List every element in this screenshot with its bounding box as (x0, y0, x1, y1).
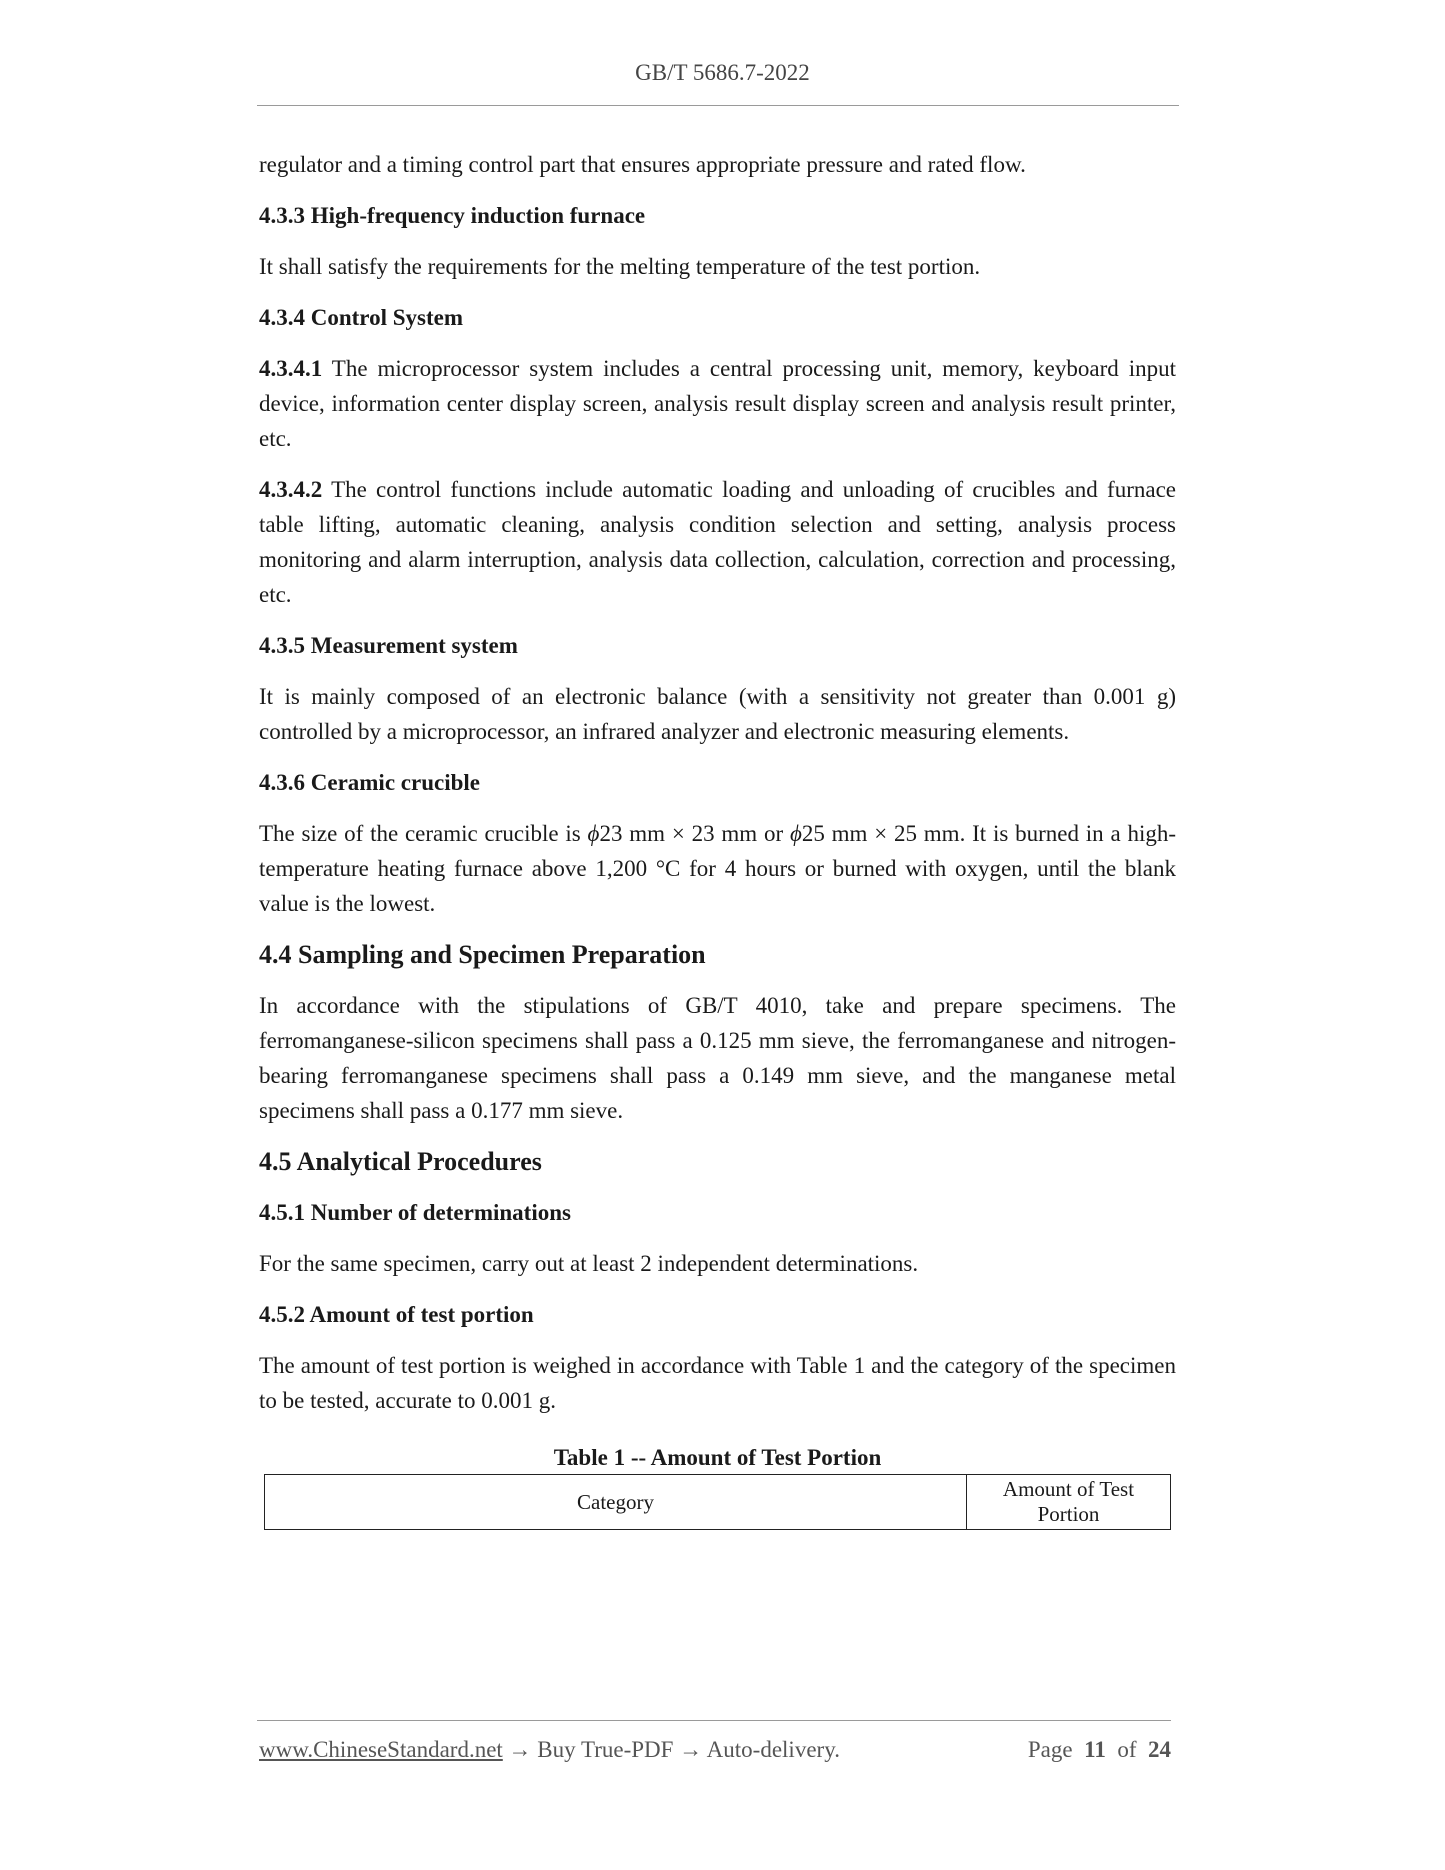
table-1-caption: Table 1 -- Amount of Test Portion (553, 1445, 882, 1470)
crucible-text-c: 25 mm × 25 mm. It is burned in a high-temperature heating furnace above 1,200 °C for 4 hours or burned with oxygen, until the blank value is the lowest. (259, 821, 1177, 916)
header-divider (257, 105, 1179, 106)
heading-4-3-3: 4.3.3 High-frequency induction furnace (259, 203, 646, 228)
arrow-right-icon: → (679, 1737, 703, 1762)
table-1 (264, 1474, 1171, 1530)
clause-text-4-3-4-2: The control functions include automatic loading and unloading of crucibles and furnace table lifting, automatic cleaning, analysis condition selection and setting, analysis process monitoring and alarm interruption, analysis data collection, calculation, correction and processing, etc. (259, 477, 1176, 607)
heading-4-3-5: 4.3.5 Measurement system (259, 633, 518, 658)
paragraph-4-3-4-1 (259, 351, 1176, 456)
footer-divider (257, 1720, 1171, 1721)
clause-text-4-3-4-1: The microprocessor system includes a central processing unit, memory, keyboard input device, information center display screen, analysis result display screen and analysis result printer, etc. (259, 356, 1176, 451)
table-header-amount: Amount of Test Portion (967, 1475, 1171, 1530)
clause-label-4-3-4-2: 4.3.4.2 (259, 477, 323, 502)
page-label: Page (1027, 1737, 1073, 1762)
heading-4-4: 4.4 Sampling and Specimen Preparation (259, 940, 706, 969)
page-content (259, 147, 1176, 1530)
current-page-number: 11 (1084, 1737, 1106, 1762)
table-header-row (265, 1475, 1171, 1530)
page-footer (259, 1737, 1171, 1763)
paragraph-4-3-4-2 (259, 472, 1176, 612)
total-page-count: 24 (1148, 1737, 1171, 1762)
paragraph-intro: regulator and a timing control part that ensures appropriate pressure and rated flow. (259, 152, 1026, 177)
heading-4-3-6: 4.3.6 Ceramic crucible (259, 770, 480, 795)
diameter-symbol: ϕ (587, 821, 600, 846)
crucible-text-b: 23 mm × 23 mm or (599, 821, 790, 846)
arrow-right-icon: → (508, 1737, 532, 1762)
paragraph-4-3-6 (259, 816, 1176, 921)
paragraph-4-5-2: The amount of test portion is weighed in accordance with Table 1 and the category of the specimen to be tested, accurate to 0.001 g. (259, 1353, 1176, 1413)
heading-4-3-4: 4.3.4 Control System (259, 305, 464, 330)
of-label: of (1117, 1737, 1137, 1762)
clause-label-4-3-4-1: 4.3.4.1 (259, 356, 323, 381)
heading-4-5-1: 4.5.1 Number of determinations (259, 1200, 571, 1225)
heading-4-5: 4.5 Analytical Procedures (259, 1147, 542, 1176)
heading-4-5-2: 4.5.2 Amount of test portion (259, 1302, 534, 1327)
paragraph-4-3-5: It is mainly composed of an electronic balance (with a sensitivity not greater than 0.001 g) controlled by a microprocessor, an infrared analyzer and electronic measuring elements. (259, 684, 1176, 744)
paragraph-4-4: In accordance with the stipulations of GB/T 4010, take and prepare specimens. The ferromanganese-silicon specimens shall pass a 0.125 mm sieve, the ferromanganese and nitrogen-bearing ferromanganese specimens shall pass a 0.149 mm sieve, and the manganese metal specimens shall pass a 0.177 mm sieve. (259, 993, 1176, 1123)
crucible-text-a: The size of the ceramic crucible is (259, 821, 588, 846)
buy-true-pdf-text: Buy True-PDF (537, 1737, 674, 1762)
table-header-category: Category (265, 1475, 967, 1530)
auto-delivery-text: Auto-delivery. (706, 1737, 840, 1762)
paragraph-4-5-1: For the same specimen, carry out at least 2 independent determinations. (259, 1251, 919, 1276)
site-link[interactable]: www.ChineseStandard.net (259, 1737, 503, 1762)
paragraph-4-3-3: It shall satisfy the requirements for the melting temperature of the test portion. (259, 254, 981, 279)
diameter-symbol: ϕ (789, 821, 802, 846)
page-indicator (1028, 1737, 1171, 1763)
document-code-header: GB/T 5686.7-2022 (635, 60, 810, 85)
